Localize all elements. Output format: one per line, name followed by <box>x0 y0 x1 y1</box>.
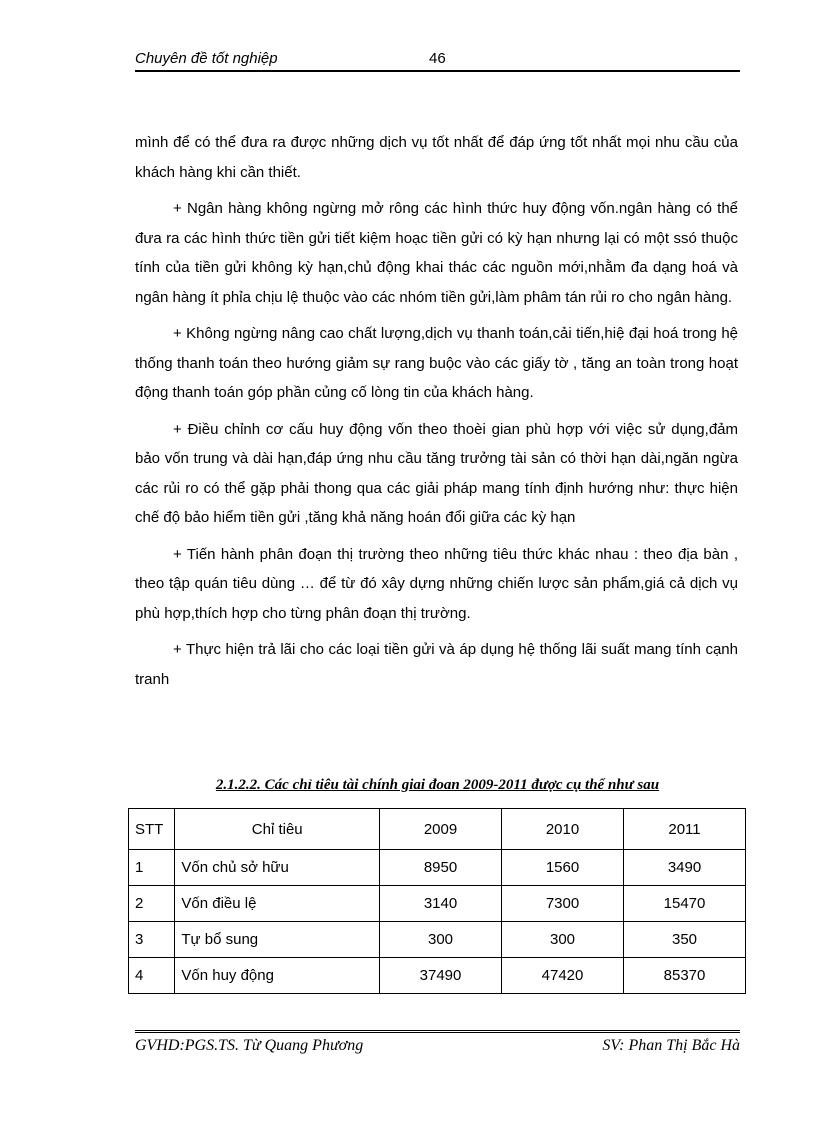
paragraph: mình để có thể đưa ra được những dịch vụ tốt nhất để đáp ứng tốt nhất mọi nhu cầu của khách hàng khi cần thiết. <box>135 134 738 181</box>
column-header-stt: STT <box>129 809 175 850</box>
table-cell: 85370 <box>624 958 746 994</box>
table-cell: 37490 <box>380 958 502 994</box>
paragraph: + Tiến hành phân đoạn thị trường theo những tiêu thức khác nhau : theo địa bàn , theo tập quán tiêu dùng … để từ đó xây dựng những chiến lược sản phẩm,giá cả dịch vụ phù hợp,thích hợp cho từng phân đoạn thị trường. <box>135 545 738 622</box>
table-cell: 7300 <box>502 886 624 922</box>
document-title: Chuyên đề tốt nghiệp <box>135 50 278 67</box>
body-text <box>135 128 738 701</box>
advisor-name: GVHD:PGS.TS. Từ Quang Phương <box>135 1037 364 1054</box>
paragraph: + Ngân hàng không ngừng mở rông các hình thức huy động vốn.ngân hàng có thể đưa ra các hình thức tiền gửi tiết kiệm hoạc tiền gửi có kỳ hạn nhưng lại có một ssó thuộc tính của tiền gửi không kỳ hạn,chủ động khai thác các nguồn mới,nhằm đa dạng hoá và ngân hàng ít phỉa chịu lệ thuộc vào các nhóm tiền gửi,làm phâm tán rủi ro cho ngân hàng. <box>135 200 738 306</box>
table-cell: 8950 <box>380 850 502 886</box>
table-header-row <box>129 809 746 850</box>
table-row <box>129 958 746 994</box>
column-header-2009: 2009 <box>380 809 502 850</box>
paragraph: + Không ngừng nâng cao chất lượng,dịch vụ thanh toán,cải tiến,hiệ đại hoá trong hệ thống thanh toán theo hướng giảm sự rang buộc vào các giấy tờ , tăng an toàn trong hoạt động thanh toán góp phần củng cố lòng tin của khách hàng. <box>135 325 738 401</box>
table-cell: 2 <box>129 886 175 922</box>
column-header-2011: 2011 <box>624 809 746 850</box>
table-row <box>129 886 746 922</box>
table-cell: 1560 <box>502 850 624 886</box>
column-header-indicator: Chỉ tiêu <box>175 809 380 850</box>
student-name: SV: Phan Thị Bắc Hà <box>602 1037 740 1054</box>
table-cell: 4 <box>129 958 175 994</box>
table-cell: Vốn chủ sở hữu <box>175 850 380 886</box>
page-header <box>135 46 740 72</box>
table-cell: Tự bổ sung <box>175 922 380 958</box>
table-cell: 300 <box>380 922 502 958</box>
table-cell: Vốn huy động <box>175 958 380 994</box>
table-cell: 3490 <box>624 850 746 886</box>
paragraph: + Điều chỉnh cơ cấu huy động vốn theo thoèi gian phù hợp với việc sử dụng,đảm bảo vốn trung và dài hạn,đáp ứng nhu cầu tăng trưởng tài sản có thời hạn dài,ngăn ngừa các rủi ro có thể gặp phải thong qua các giải pháp mang tính định hướng như: thực hiện chế độ bảo hiểm tiền gửi ,tăng khả năng hoán đổi giữa các kỳ hạn <box>135 420 738 526</box>
table-cell: 3140 <box>380 886 502 922</box>
table-cell: Vốn điều lệ <box>175 886 380 922</box>
page-number: 46 <box>429 50 446 67</box>
section-heading: 2.1.2.2. Các chỉ tiêu tài chính giai đoan 2009-2011 được cụ thể như sau <box>215 777 660 793</box>
table-row <box>129 850 746 886</box>
table-cell: 1 <box>129 850 175 886</box>
table-cell: 15470 <box>624 886 746 922</box>
footer-divider <box>135 1030 740 1033</box>
table-cell: 47420 <box>502 958 624 994</box>
column-header-2010: 2010 <box>502 809 624 850</box>
table-cell: 3 <box>129 922 175 958</box>
table-cell: 300 <box>502 922 624 958</box>
paragraph: + Thực hiện trả lãi cho các loại tiền gửi và áp dụng hệ thống lãi suất mang tính cạnh tranh <box>135 641 738 688</box>
table-row <box>129 922 746 958</box>
financial-table <box>128 808 746 994</box>
table-cell: 350 <box>624 922 746 958</box>
